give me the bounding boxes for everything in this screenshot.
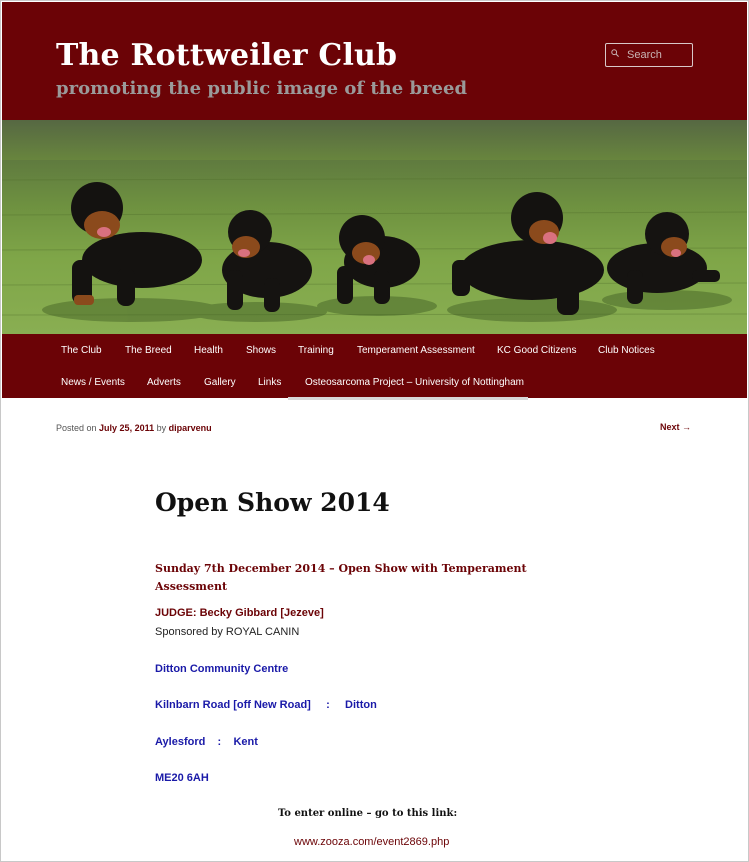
nav-hover-indicator — [288, 397, 528, 400]
nav-item-gallery[interactable]: Gallery — [204, 377, 236, 388]
search-placeholder: Search — [627, 49, 662, 61]
posted-on-label: Posted on — [56, 423, 97, 433]
entry-link[interactable]: www.zooza.com/event2869.php — [294, 836, 450, 848]
nav-item-health[interactable]: Health — [194, 345, 223, 356]
nav-item-shows[interactable]: Shows — [246, 345, 277, 356]
author-link[interactable]: diparvenu — [168, 423, 212, 433]
nav-item-temperament-assessment[interactable]: Temperament Assessment — [357, 345, 475, 356]
site-title[interactable]: The Rottweiler Club — [56, 38, 398, 73]
entry-meta — [56, 423, 212, 433]
dog-4 — [452, 192, 604, 315]
nav-item-links[interactable]: Links — [258, 377, 282, 388]
nav-item-news-events[interactable]: News / Events — [61, 377, 125, 388]
nav-item-the-breed[interactable]: The Breed — [125, 345, 172, 356]
header-banner-image — [2, 120, 747, 334]
search-icon — [611, 49, 619, 57]
nav-item-the-club[interactable]: The Club — [61, 345, 102, 356]
address-line-road: Kilnbarn Road [off New Road] : Ditton — [155, 699, 377, 711]
event-date-line: Sunday 7th December 2014 – Open Show with Temperament Assessment — [155, 562, 527, 593]
dog-1 — [71, 182, 202, 306]
nav-item-osteosarcoma-project[interactable]: Osteosarcoma Project – University of Nottingham — [305, 377, 524, 388]
sponsor-line: Sponsored by ROYAL CANIN — [155, 626, 300, 638]
address-line-postcode: ME20 6AH — [155, 772, 209, 784]
post-date-link[interactable]: July 25, 2011 — [99, 423, 155, 433]
dog-2 — [222, 210, 312, 312]
nav-item-club-notices[interactable]: Club Notices — [598, 345, 655, 356]
entry-title: Open Show 2014 — [155, 488, 390, 517]
enter-online-text: To enter online – go to this link: — [278, 808, 458, 819]
nav-item-adverts[interactable]: Adverts — [147, 377, 181, 388]
nav-item-training[interactable]: Training — [298, 345, 334, 356]
primary-nav — [2, 334, 747, 398]
by-label: by — [156, 423, 167, 433]
address-line-venue: Ditton Community Centre — [155, 663, 289, 675]
next-post-link[interactable]: Next → — [660, 422, 692, 432]
address-line-town: Aylesford : Kent — [155, 736, 258, 748]
site-description: promoting the public image of the breed — [56, 78, 468, 99]
dog-5 — [607, 212, 720, 304]
judge-line: JUDGE: Becky Gibbard [Jezeve] — [155, 607, 324, 619]
nav-item-kc-good-citizens[interactable]: KC Good Citizens — [497, 345, 577, 356]
dog-3 — [337, 215, 420, 304]
rottweilers-photo — [2, 120, 747, 334]
